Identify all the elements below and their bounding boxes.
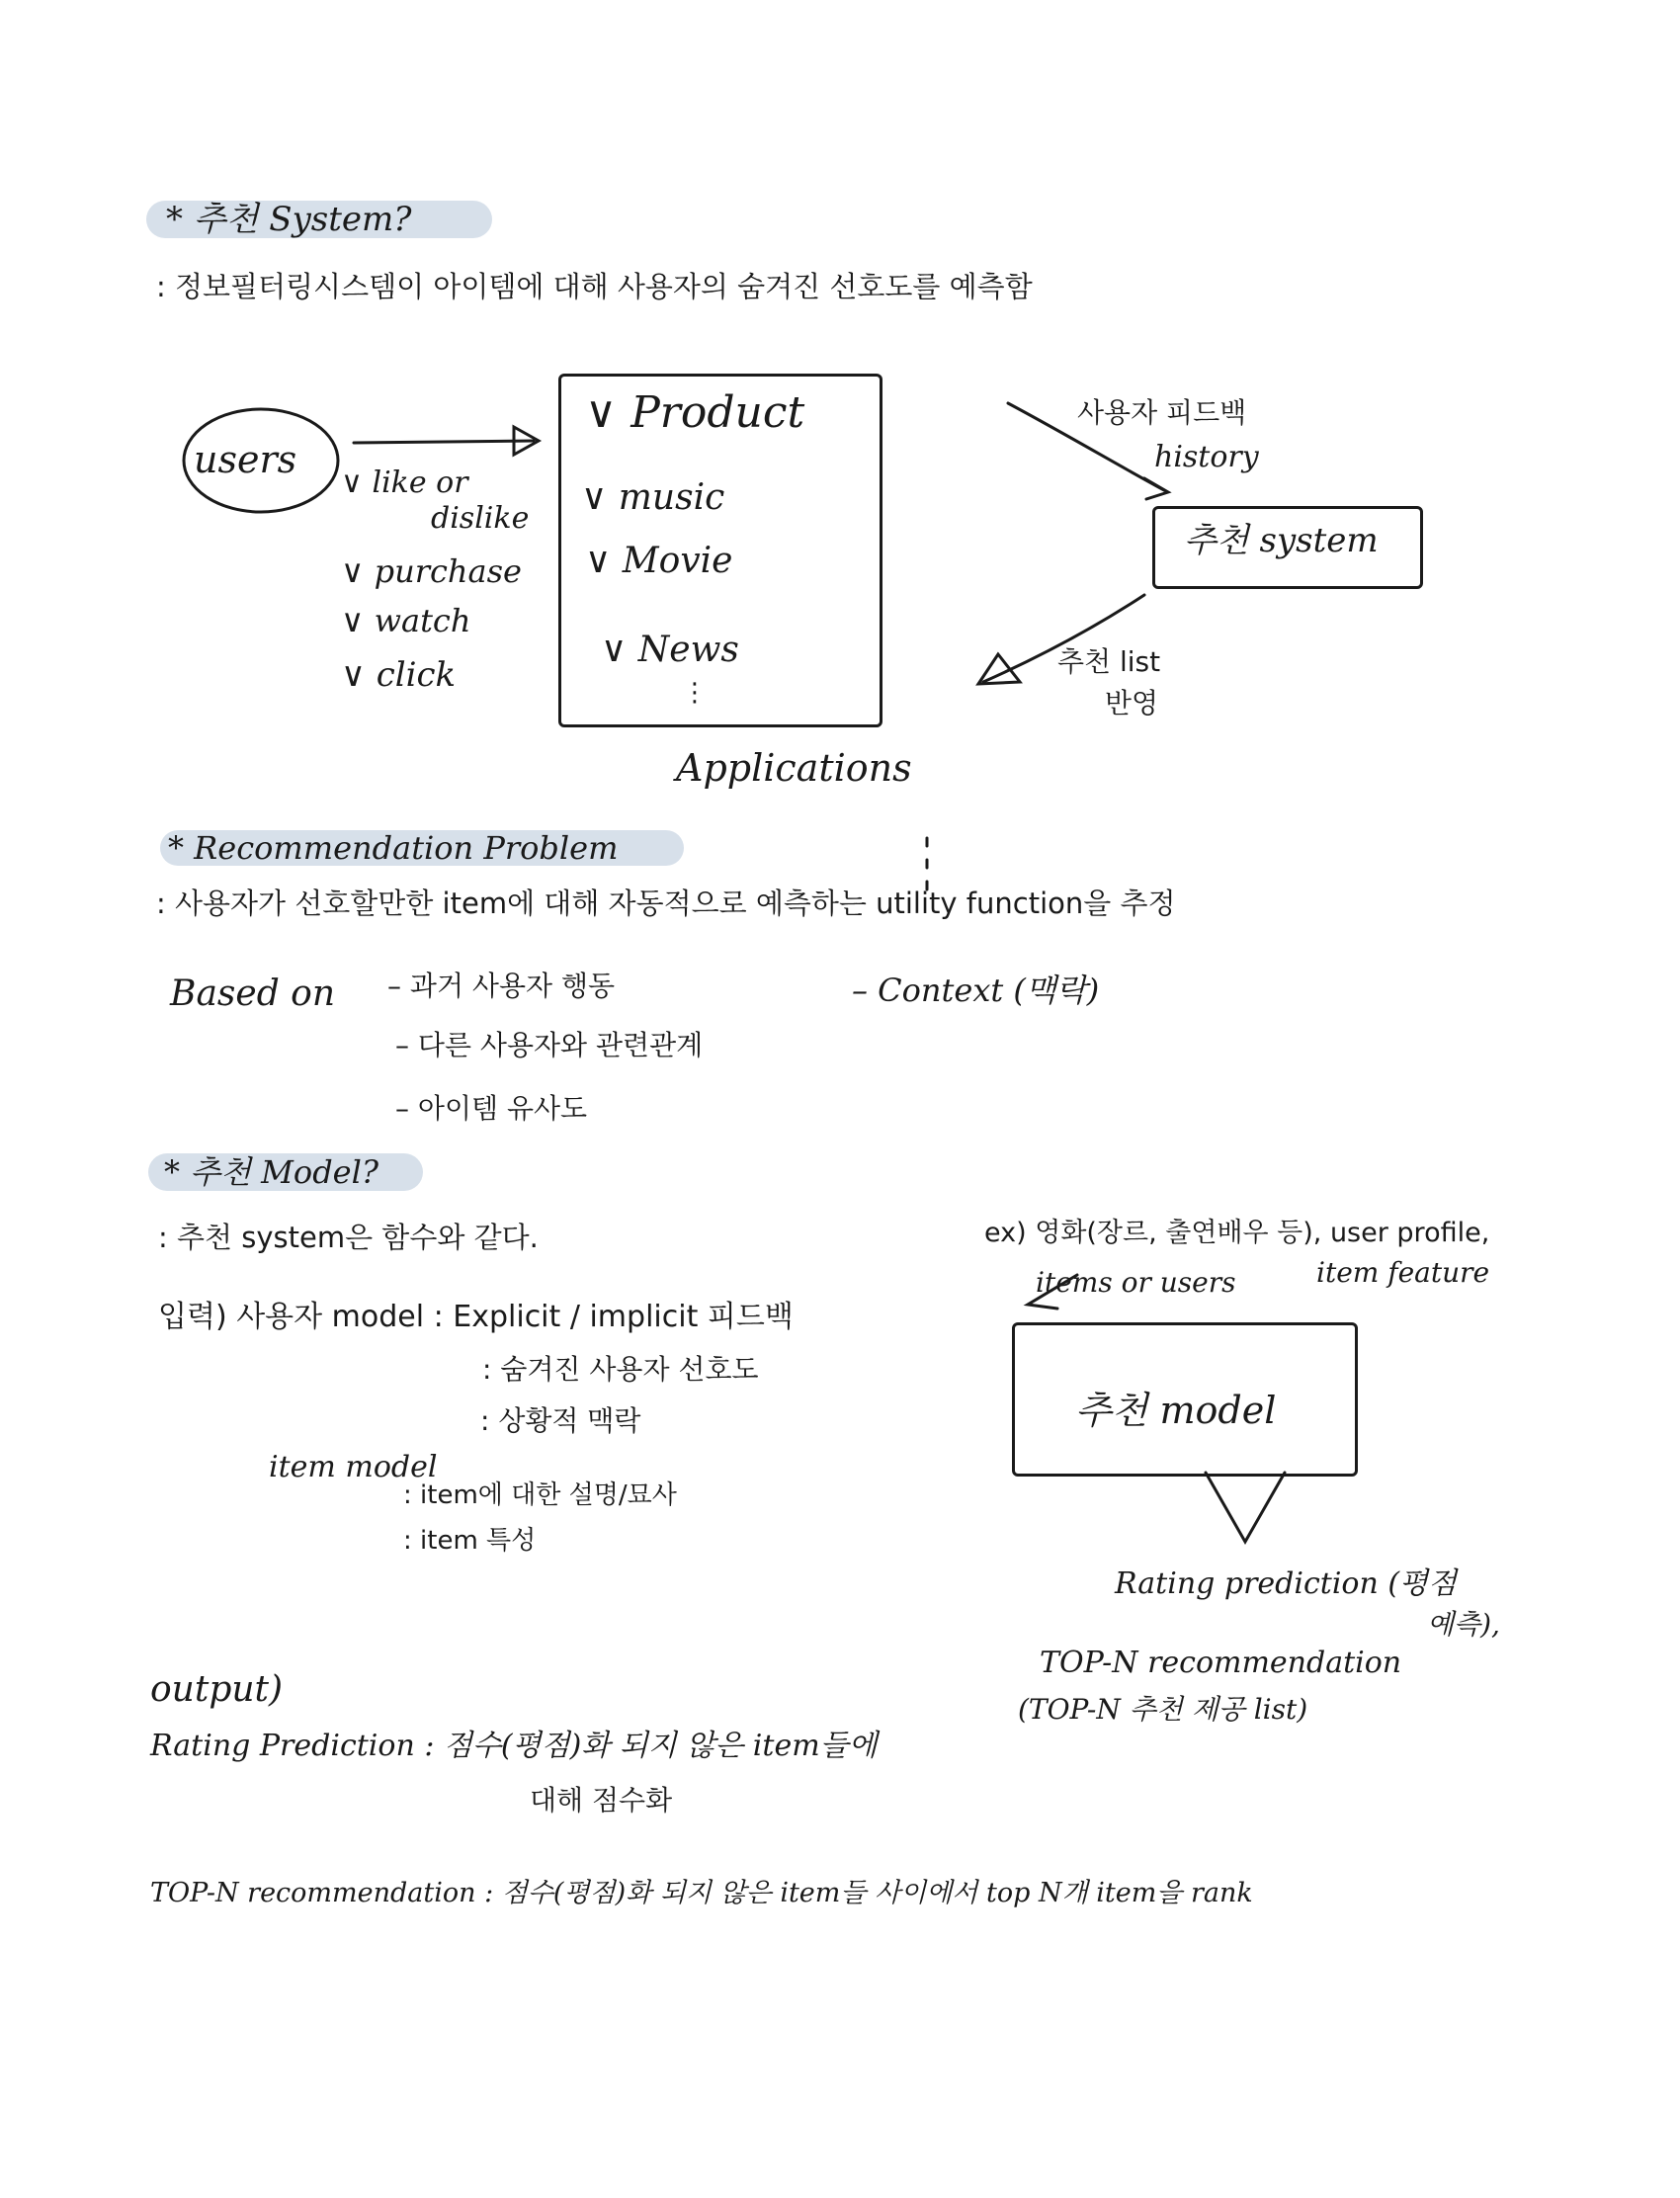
action-like: ∨ like or [341,465,468,500]
output-reflect-label: 반영 [1105,687,1159,719]
input-sub: : 숨겨진 사용자 선호도 [482,1353,759,1386]
based-on-item: – 다른 사용자와 관련관계 [395,1029,704,1061]
model-output: (TOP-N 추천 제공 list) [1018,1693,1308,1726]
output-heading: output) [150,1669,284,1710]
users-arrow-line [354,441,534,443]
model-output-arrow [1206,1473,1285,1542]
app-item-product: ∨ Product [585,387,805,438]
rating-prediction-line-2: 대해 점수화 [530,1784,673,1817]
definition-text: : 사용자가 선호할만한 item에 대해 자동적으로 예측하는 utility function을 추정 [156,887,1176,920]
system-box-label: 추천 system [1184,521,1379,560]
item-model-label: item model [269,1450,438,1484]
example-item-feature: item feature [1316,1256,1490,1289]
app-item-movie: ∨ Movie [585,541,733,581]
rating-prediction-line: Rating Prediction : 점수(평점)화 되지 않은 item들에 [150,1729,878,1763]
action-purchase: ∨ purchase [341,552,522,590]
action-dislike: dislike [431,501,530,536]
definition-text: : 추천 system은 함수와 같다. [158,1221,539,1254]
feedback-arrow-head [1144,478,1168,499]
applications-label: Applications [676,746,912,790]
section-heading: * 추천 System? [166,200,412,239]
model-box-label: 추천 model [1075,1389,1277,1432]
action-click: ∨ click [341,655,457,695]
based-on-item: – 과거 사용자 행동 [387,970,616,1002]
model-output: Rating prediction (평점 [1115,1566,1458,1601]
app-item-more: ⋮ [682,678,708,708]
output-list-label: 추천 list [1057,645,1161,678]
input-label: 입력) 사용자 model : Explicit / implicit 피드백 [158,1300,794,1334]
item-sub: : item 특성 [403,1526,537,1556]
input-sub: : 상황적 맥락 [480,1404,641,1437]
history-label: history [1154,440,1259,474]
context-label: – Context (맥락) [852,972,1100,1009]
based-on-label: Based on [170,973,336,1014]
app-item-music: ∨ music [581,477,725,518]
action-watch: ∨ watch [341,602,471,639]
example-text: ex) 영화(장르, 출연배우 등), user profile, [984,1218,1490,1248]
based-on-item: – 아이템 유사도 [395,1092,588,1125]
topn-line: TOP-N recommendation : 점수(평점)화 되지 않은 item들 사이에서 top N개 item을 rank [150,1878,1253,1908]
model-output: 예측), [1427,1608,1500,1641]
section-heading: * 추천 Model? [164,1153,379,1191]
app-item-news: ∨ News [601,630,739,670]
section-heading: * Recommendation Problem [168,829,619,867]
item-sub: : item에 대한 설명/묘사 [403,1480,677,1510]
model-output: TOP-N recommendation [1040,1646,1402,1680]
feedback-label: 사용자 피드백 [1077,396,1247,429]
example-items-users: items or users [1036,1266,1236,1299]
users-label: users [194,438,297,481]
definition-text: : 정보필터링시스템이 아이템에 대해 사용자의 숨겨진 선호도를 예측함 [156,270,1033,303]
